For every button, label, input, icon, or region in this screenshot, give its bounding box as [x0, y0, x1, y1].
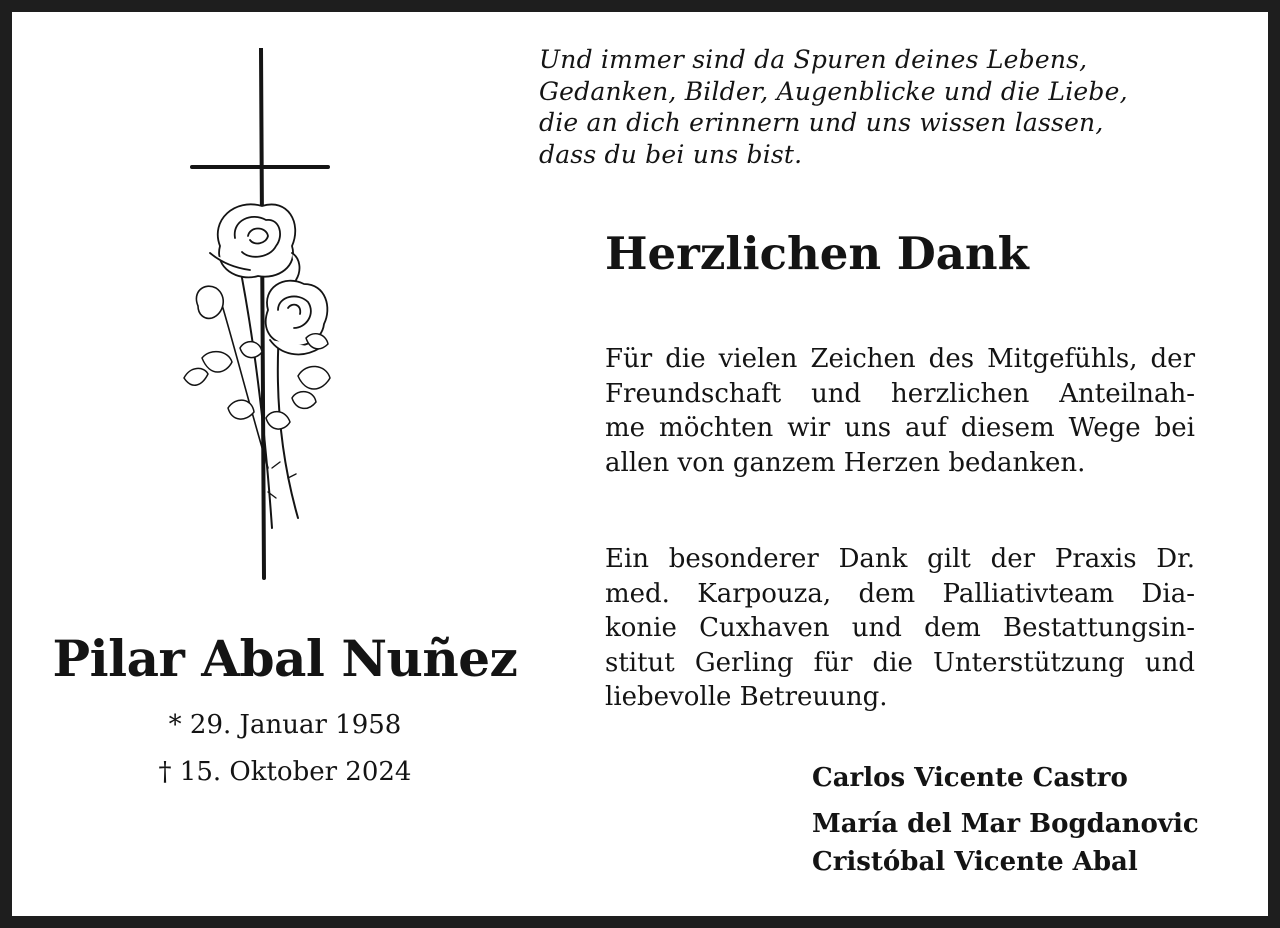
poem-line: Und immer sind da Spuren deines Lebens,: [539, 45, 1088, 74]
paragraph-line: Für die vielen Zeichen des Mitgefühls, der: [605, 344, 1195, 374]
paragraph-line: liebevolle Betreuung.: [605, 682, 888, 712]
thanks-heading: Herzlichen Dank: [605, 227, 1029, 280]
thanks-paragraph-1: [605, 342, 1195, 480]
signer-name: Carlos Vicente Castro: [812, 763, 1128, 793]
poem-line: die an dich erinnern und uns wissen lassen,: [539, 108, 1104, 137]
paragraph-line: me möchten wir uns auf diesem Wege bei: [605, 413, 1195, 443]
signers: [812, 761, 1242, 879]
death-date: † 15. Oktober 2024: [158, 757, 412, 787]
paragraph-line: Ein besonderer Dank gilt der Praxis Dr.: [605, 544, 1195, 574]
deceased-name: Pilar Abal Nuñez: [52, 629, 518, 688]
thanks-paragraph-2: [605, 542, 1195, 715]
poem-line: Gedanken, Bilder, Augenblicke und die Liebe,: [539, 76, 1128, 106]
paragraph-line: med. Karpouza, dem Palliativteam Dia-: [605, 578, 1195, 609]
obituary-card: [12, 12, 1268, 916]
paragraph-line: Freundschaft und herzlichen Anteilnah-: [605, 378, 1195, 409]
cross-with-roses-icon: [180, 48, 350, 598]
paragraph-line: stitut Gerling für die Unterstützung und: [605, 647, 1195, 678]
signer-name: María del Mar Bogdanovic: [812, 809, 1199, 839]
paragraph-line: konie Cuxhaven und dem Bestattungsin-: [605, 613, 1195, 643]
signer-name: Cristóbal Vicente Abal: [812, 847, 1138, 877]
poem-line: dass du bei uns bist.: [539, 139, 803, 169]
birth-date: * 29. Januar 1958: [168, 710, 402, 740]
paragraph-line: allen von ganzem Herzen bedanken.: [605, 447, 1086, 478]
poem: [539, 44, 1239, 170]
